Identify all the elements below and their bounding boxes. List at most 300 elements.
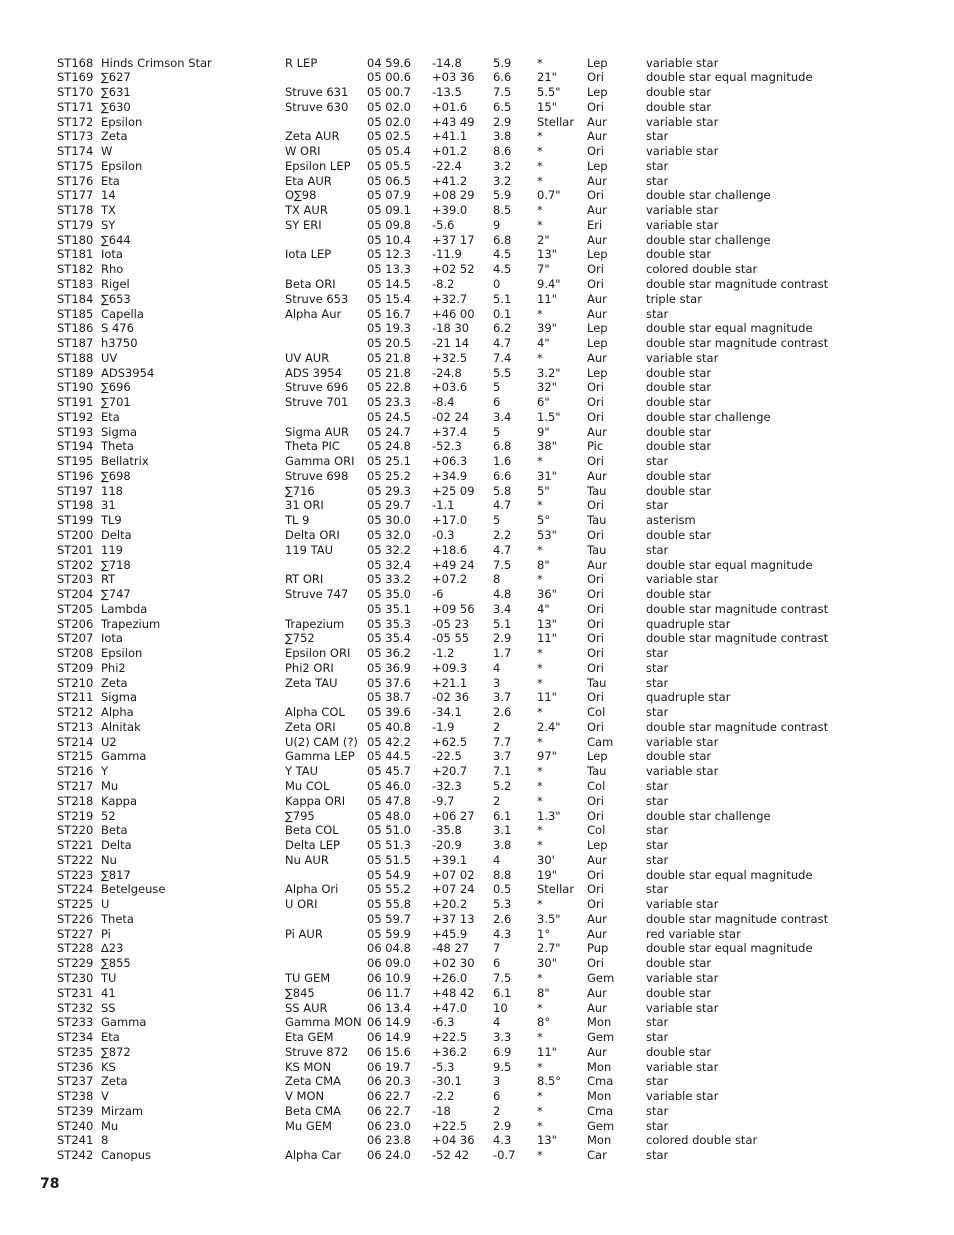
right-ascension-cell: 06 14.9 — [367, 1015, 411, 1030]
constellation-cell: Ori — [587, 70, 604, 85]
table-row — [57, 85, 846, 100]
object-id-cell: ST216 — [57, 764, 94, 779]
object-id-cell: ST212 — [57, 705, 94, 720]
magnitude-cell: 4 — [493, 660, 501, 675]
object-name-cell: Gamma — [101, 1015, 147, 1030]
object-type-cell: double star — [646, 749, 712, 764]
object-type-cell: star — [646, 158, 669, 173]
object-name-cell: h3750 — [101, 336, 138, 351]
alternate-designation-cell: Struve 696 — [285, 380, 349, 395]
object-name-cell: SS — [101, 1000, 116, 1015]
separation-or-size-cell: 53" — [537, 528, 557, 542]
table-row — [57, 690, 846, 705]
object-type-cell: star — [646, 1074, 669, 1089]
object-name-cell: 52 — [101, 808, 116, 823]
table-row — [57, 454, 846, 469]
alternate-designation-cell: Struve 653 — [285, 291, 349, 306]
declination-cell: +07 24 — [432, 882, 475, 897]
object-type-cell: variable star — [646, 1059, 719, 1074]
magnitude-cell: 6 — [493, 956, 501, 971]
magnitude-cell: 2.9 — [493, 631, 512, 646]
table-row — [57, 1148, 846, 1163]
constellation-cell: Ori — [587, 498, 604, 513]
right-ascension-cell: 05 59.7 — [367, 911, 411, 926]
constellation-cell: Lep — [587, 838, 608, 853]
object-name-cell: Eta — [101, 173, 120, 188]
object-name-cell: ∑630 — [101, 99, 131, 114]
object-name-cell: 41 — [101, 985, 116, 1000]
constellation-cell: Col — [587, 823, 606, 838]
table-row — [57, 853, 846, 868]
object-name-cell: Gamma — [101, 749, 147, 764]
alternate-designation-cell — [285, 868, 367, 883]
magnitude-cell: 3.7 — [493, 690, 512, 705]
alternate-designation-cell: Zeta CMA — [285, 1074, 341, 1089]
object-name-cell: ∑627 — [101, 70, 131, 85]
table-row — [57, 912, 846, 927]
separation-or-size-cell: * — [537, 970, 543, 985]
object-id-cell: ST234 — [57, 1030, 94, 1045]
declination-cell: -6.3 — [432, 1015, 455, 1030]
object-type-cell: star — [646, 660, 669, 675]
right-ascension-cell: 05 12.3 — [367, 247, 411, 262]
object-id-cell: ST169 — [57, 70, 94, 85]
right-ascension-cell: 05 36.9 — [367, 660, 411, 675]
object-id-cell: ST203 — [57, 572, 94, 587]
table-row — [57, 1089, 846, 1104]
separation-or-size-cell: Stellar — [537, 882, 575, 897]
magnitude-cell: 5 — [493, 424, 501, 439]
alternate-designation-cell: Pi AUR — [285, 926, 323, 941]
object-name-cell: SY — [101, 217, 116, 232]
declination-cell: -11.9 — [432, 247, 462, 262]
declination-cell: +25 09 — [432, 483, 475, 498]
alternate-designation-cell: Trapezium — [285, 616, 345, 631]
declination-cell: +09 56 — [432, 601, 475, 616]
separation-or-size-cell: 39" — [537, 321, 557, 336]
magnitude-cell: 5 — [493, 380, 501, 395]
object-type-cell: double star — [646, 380, 712, 395]
declination-cell: -05 55 — [432, 631, 470, 646]
object-name-cell: TU — [101, 970, 117, 985]
object-type-cell: star — [646, 838, 669, 853]
right-ascension-cell: 06 23.8 — [367, 1133, 411, 1148]
separation-or-size-cell: 13" — [537, 616, 557, 631]
alternate-designation-cell: R LEP — [285, 55, 318, 70]
magnitude-cell: 3.4 — [493, 601, 512, 616]
right-ascension-cell: 05 55.2 — [367, 882, 411, 897]
declination-cell: +21.1 — [432, 675, 468, 690]
object-id-cell: ST205 — [57, 601, 94, 616]
declination-cell: +07 02 — [432, 867, 475, 882]
object-name-cell: Hinds Crimson Star — [101, 55, 212, 70]
table-row — [57, 720, 846, 735]
magnitude-cell: 4.7 — [493, 336, 512, 351]
separation-or-size-cell: 4" — [537, 601, 550, 616]
object-name-cell: 118 — [101, 483, 123, 498]
object-id-cell: ST172 — [57, 114, 94, 129]
magnitude-cell: 7.5 — [493, 970, 512, 985]
alternate-designation-cell: ∑845 — [285, 985, 315, 1000]
table-row — [57, 498, 846, 513]
alternate-designation-cell: Nu AUR — [285, 852, 329, 867]
magnitude-cell: 5.5 — [493, 365, 512, 380]
table-row — [57, 513, 846, 528]
alternate-designation-cell: Beta ORI — [285, 276, 336, 291]
object-type-cell: star — [646, 1148, 669, 1163]
object-id-cell: ST185 — [57, 306, 94, 321]
object-type-cell: asterism — [646, 513, 696, 528]
table-row — [57, 233, 846, 248]
declination-cell: +22.5 — [432, 1030, 468, 1045]
object-type-cell: star — [646, 1030, 669, 1045]
object-type-cell: star — [646, 1015, 669, 1030]
constellation-cell: Ori — [587, 528, 604, 542]
object-type-cell: double star — [646, 956, 712, 971]
table-row — [57, 971, 846, 986]
constellation-cell: Tau — [587, 513, 607, 528]
alternate-designation-cell: W ORI — [285, 144, 321, 159]
separation-or-size-cell: * — [537, 55, 543, 70]
right-ascension-cell: 05 32.2 — [367, 542, 411, 557]
declination-cell: -22.4 — [432, 158, 462, 173]
magnitude-cell: 5.1 — [493, 291, 512, 306]
alternate-designation-cell: Zeta ORI — [285, 719, 336, 734]
alternate-designation-cell: 119 TAU — [285, 542, 334, 557]
magnitude-cell: 2.6 — [493, 911, 512, 926]
object-name-cell: Epsilon — [101, 646, 143, 661]
magnitude-cell: 4.3 — [493, 926, 512, 941]
declination-cell: -0.3 — [432, 528, 455, 542]
object-type-cell: triple star — [646, 291, 702, 306]
declination-cell: -2.2 — [432, 1089, 455, 1104]
table-row — [57, 425, 846, 440]
separation-or-size-cell: 19" — [537, 867, 557, 882]
object-type-cell: double star — [646, 587, 712, 602]
alternate-designation-cell: Alpha Car — [285, 1148, 342, 1163]
table-row — [57, 794, 846, 809]
table-row — [57, 188, 846, 203]
separation-or-size-cell: 8" — [537, 985, 550, 1000]
magnitude-cell: 2.2 — [493, 528, 512, 542]
object-id-cell: ST242 — [57, 1148, 94, 1163]
table-row — [57, 749, 846, 764]
table-row — [57, 1119, 846, 1134]
alternate-designation-cell: Epsilon ORI — [285, 646, 351, 661]
right-ascension-cell: 05 00.7 — [367, 85, 411, 100]
object-type-cell: double star — [646, 1044, 712, 1059]
separation-or-size-cell: * — [537, 838, 543, 853]
object-type-cell: double star equal magnitude — [646, 941, 813, 956]
right-ascension-cell: 05 35.0 — [367, 587, 411, 602]
object-type-cell: star — [646, 454, 669, 469]
table-row — [57, 115, 846, 130]
constellation-cell: Ori — [587, 631, 604, 646]
object-type-cell: double star — [646, 985, 712, 1000]
alternate-designation-cell: Epsilon LEP — [285, 158, 351, 173]
constellation-cell: Ori — [587, 719, 604, 734]
constellation-cell: Aur — [587, 1044, 607, 1059]
separation-or-size-cell: * — [537, 498, 543, 513]
right-ascension-cell: 05 33.2 — [367, 572, 411, 587]
constellation-cell: Ori — [587, 262, 604, 277]
right-ascension-cell: 05 22.8 — [367, 380, 411, 395]
declination-cell: -14.8 — [432, 55, 462, 70]
alternate-designation-cell: Zeta AUR — [285, 129, 340, 144]
object-name-cell: ∑817 — [101, 867, 131, 882]
table-row — [57, 410, 846, 425]
object-id-cell: ST190 — [57, 380, 94, 395]
constellation-cell: Aur — [587, 232, 607, 247]
object-type-cell: star — [646, 852, 669, 867]
object-name-cell: V — [101, 1089, 109, 1104]
table-row — [57, 572, 846, 587]
constellation-cell: Aur — [587, 350, 607, 365]
declination-cell: -48 27 — [432, 941, 470, 956]
declination-cell: +06.3 — [432, 454, 468, 469]
declination-cell: +08 29 — [432, 188, 475, 203]
constellation-cell: Gem — [587, 970, 615, 985]
object-name-cell: ∑701 — [101, 395, 131, 410]
alternate-designation-cell: ADS 3954 — [285, 365, 342, 380]
object-type-cell: star — [646, 542, 669, 557]
separation-or-size-cell: * — [537, 173, 543, 188]
page-number: 78 — [40, 1176, 60, 1192]
object-type-cell: variable star — [646, 350, 719, 365]
right-ascension-cell: 05 16.7 — [367, 306, 411, 321]
declination-cell: +20.2 — [432, 897, 468, 912]
alternate-designation-cell — [285, 336, 367, 351]
table-row — [57, 705, 846, 720]
object-id-cell: ST211 — [57, 690, 94, 705]
separation-or-size-cell: * — [537, 144, 543, 159]
separation-or-size-cell: * — [537, 734, 543, 749]
constellation-cell: Ori — [587, 144, 604, 159]
table-row — [57, 823, 846, 838]
object-id-cell: ST189 — [57, 365, 94, 380]
magnitude-cell: 6.2 — [493, 321, 512, 336]
declination-cell: -5.6 — [432, 217, 455, 232]
right-ascension-cell: 05 24.8 — [367, 439, 411, 454]
constellation-cell: Cma — [587, 1103, 614, 1118]
object-type-cell: variable star — [646, 897, 719, 912]
right-ascension-cell: 05 13.3 — [367, 262, 411, 277]
separation-or-size-cell: * — [537, 793, 543, 808]
constellation-cell: Aur — [587, 291, 607, 306]
declination-cell: +37 17 — [432, 232, 475, 247]
right-ascension-cell: 06 14.9 — [367, 1030, 411, 1045]
object-id-cell: ST191 — [57, 395, 94, 410]
declination-cell: -52 42 — [432, 1148, 470, 1163]
object-name-cell: Mu — [101, 779, 119, 794]
alternate-designation-cell: KS MON — [285, 1059, 332, 1074]
magnitude-cell: 5 — [493, 513, 501, 528]
object-id-cell: ST232 — [57, 1000, 94, 1015]
constellation-cell: Aur — [587, 203, 607, 218]
object-id-cell: ST219 — [57, 808, 94, 823]
right-ascension-cell: 05 05.5 — [367, 158, 411, 173]
declination-cell: +48 42 — [432, 985, 475, 1000]
object-name-cell: Capella — [101, 306, 144, 321]
alternate-designation-cell: Delta LEP — [285, 838, 340, 853]
declination-cell: +45.9 — [432, 926, 468, 941]
right-ascension-cell: 05 09.8 — [367, 217, 411, 232]
object-name-cell: ∑747 — [101, 587, 131, 602]
object-name-cell: ∆23 — [101, 941, 124, 956]
object-id-cell: ST226 — [57, 911, 94, 926]
separation-or-size-cell: 13" — [537, 1133, 557, 1148]
alternate-designation-cell — [285, 262, 367, 277]
table-row — [57, 247, 846, 262]
object-id-cell: ST195 — [57, 454, 94, 469]
object-id-cell: ST202 — [57, 557, 94, 572]
constellation-cell: Cam — [587, 734, 614, 749]
table-row — [57, 484, 846, 499]
object-type-cell: colored double star — [646, 1133, 758, 1148]
object-name-cell: Zeta — [101, 129, 128, 144]
declination-cell: +37 13 — [432, 911, 475, 926]
object-id-cell: ST228 — [57, 941, 94, 956]
alternate-designation-cell: ∑752 — [285, 631, 315, 646]
magnitude-cell: 4.5 — [493, 247, 512, 262]
right-ascension-cell: 06 19.7 — [367, 1059, 411, 1074]
object-type-cell: variable star — [646, 55, 719, 70]
alternate-designation-cell: UV AUR — [285, 350, 330, 365]
declination-cell: -1.1 — [432, 498, 455, 513]
constellation-cell: Tau — [587, 542, 607, 557]
magnitude-cell: 2.6 — [493, 705, 512, 720]
object-name-cell: Eta — [101, 1030, 120, 1045]
right-ascension-cell: 05 21.8 — [367, 365, 411, 380]
object-type-cell: variable star — [646, 1089, 719, 1104]
constellation-cell: Aur — [587, 114, 607, 129]
declination-cell: +04 36 — [432, 1133, 475, 1148]
magnitude-cell: 7.5 — [493, 85, 512, 100]
table-row — [57, 218, 846, 233]
magnitude-cell: 2 — [493, 719, 501, 734]
right-ascension-cell: 05 51.5 — [367, 852, 411, 867]
right-ascension-cell: 06 22.7 — [367, 1089, 411, 1104]
object-id-cell: ST168 — [57, 55, 94, 70]
alternate-designation-cell: SS AUR — [285, 1000, 328, 1015]
table-row — [57, 1060, 846, 1075]
object-id-cell: ST223 — [57, 867, 94, 882]
alternate-designation-cell: Beta COL — [285, 823, 339, 838]
declination-cell: +22.5 — [432, 1118, 468, 1133]
alternate-designation-cell — [285, 690, 367, 705]
constellation-cell: Lep — [587, 365, 608, 380]
object-id-cell: ST222 — [57, 852, 94, 867]
constellation-cell: Pup — [587, 941, 609, 956]
alternate-designation-cell: Gamma MON — [285, 1015, 362, 1030]
right-ascension-cell: 06 22.7 — [367, 1103, 411, 1118]
object-name-cell: Eta — [101, 409, 120, 424]
object-name-cell: Iota — [101, 631, 123, 646]
declination-cell: -5.3 — [432, 1059, 455, 1074]
alternate-designation-cell — [285, 941, 367, 956]
declination-cell: +41.2 — [432, 173, 468, 188]
separation-or-size-cell: 1.3" — [537, 808, 561, 823]
object-type-cell: star — [646, 882, 669, 897]
object-name-cell: TL9 — [101, 513, 122, 528]
object-type-cell: double star equal magnitude — [646, 321, 813, 336]
right-ascension-cell: 05 37.6 — [367, 675, 411, 690]
table-row — [57, 366, 846, 381]
right-ascension-cell: 05 51.0 — [367, 823, 411, 838]
object-type-cell: double star magnitude contrast — [646, 336, 829, 351]
separation-or-size-cell: * — [537, 675, 543, 690]
constellation-cell: Ori — [587, 587, 604, 602]
table-row — [57, 646, 846, 661]
separation-or-size-cell: 6" — [537, 395, 550, 410]
constellation-cell: Aur — [587, 424, 607, 439]
magnitude-cell: 8.6 — [493, 144, 512, 159]
magnitude-cell: 10 — [493, 1000, 508, 1015]
table-row — [57, 277, 846, 292]
magnitude-cell: 6 — [493, 1089, 501, 1104]
object-name-cell: Sigma — [101, 424, 138, 439]
alternate-designation-cell: Struve 630 — [285, 99, 349, 114]
table-row — [57, 70, 846, 85]
table-row — [57, 868, 846, 883]
alternate-designation-cell: Alpha COL — [285, 705, 345, 720]
constellation-cell: Mon — [587, 1059, 612, 1074]
declination-cell: +18.6 — [432, 542, 468, 557]
object-name-cell: Rigel — [101, 276, 130, 291]
object-id-cell: ST187 — [57, 336, 94, 351]
magnitude-cell: 4.7 — [493, 498, 512, 513]
constellation-cell: Aur — [587, 173, 607, 188]
object-id-cell: ST239 — [57, 1103, 94, 1118]
constellation-cell: Lep — [587, 85, 608, 100]
declination-cell: -22.5 — [432, 749, 462, 764]
right-ascension-cell: 05 35.1 — [367, 601, 411, 616]
magnitude-cell: 3.4 — [493, 409, 512, 424]
object-type-cell: star — [646, 675, 669, 690]
magnitude-cell: 9.5 — [493, 1059, 512, 1074]
object-type-cell: double star equal magnitude — [646, 557, 813, 572]
alternate-designation-cell — [285, 912, 367, 927]
catalog-body — [57, 56, 846, 1163]
alternate-designation-cell: Struve 698 — [285, 468, 349, 483]
alternate-designation-cell: SY ERI — [285, 217, 322, 232]
object-id-cell: ST183 — [57, 276, 94, 291]
constellation-cell: Ori — [587, 380, 604, 395]
right-ascension-cell: 06 04.8 — [367, 941, 411, 956]
object-type-cell: double star — [646, 483, 712, 498]
declination-cell: -05 23 — [432, 616, 470, 631]
object-type-cell: star — [646, 1118, 669, 1133]
declination-cell: +02 52 — [432, 262, 475, 277]
separation-or-size-cell: 13" — [537, 247, 557, 262]
declination-cell: +09.3 — [432, 660, 468, 675]
constellation-cell: Ori — [587, 188, 604, 203]
object-name-cell: Theta — [101, 911, 134, 926]
right-ascension-cell: 04 59.6 — [367, 55, 411, 70]
table-row — [57, 735, 846, 750]
object-type-cell: double star — [646, 439, 712, 454]
magnitude-cell: -0.7 — [493, 1148, 516, 1163]
object-id-cell: ST175 — [57, 158, 94, 173]
separation-or-size-cell: * — [537, 1148, 543, 1163]
right-ascension-cell: 05 46.0 — [367, 779, 411, 794]
constellation-cell: Car — [587, 1148, 607, 1163]
table-row — [57, 602, 846, 617]
magnitude-cell: 5.9 — [493, 55, 512, 70]
object-id-cell: ST196 — [57, 468, 94, 483]
table-row — [57, 897, 846, 912]
object-type-cell: variable star — [646, 114, 719, 129]
